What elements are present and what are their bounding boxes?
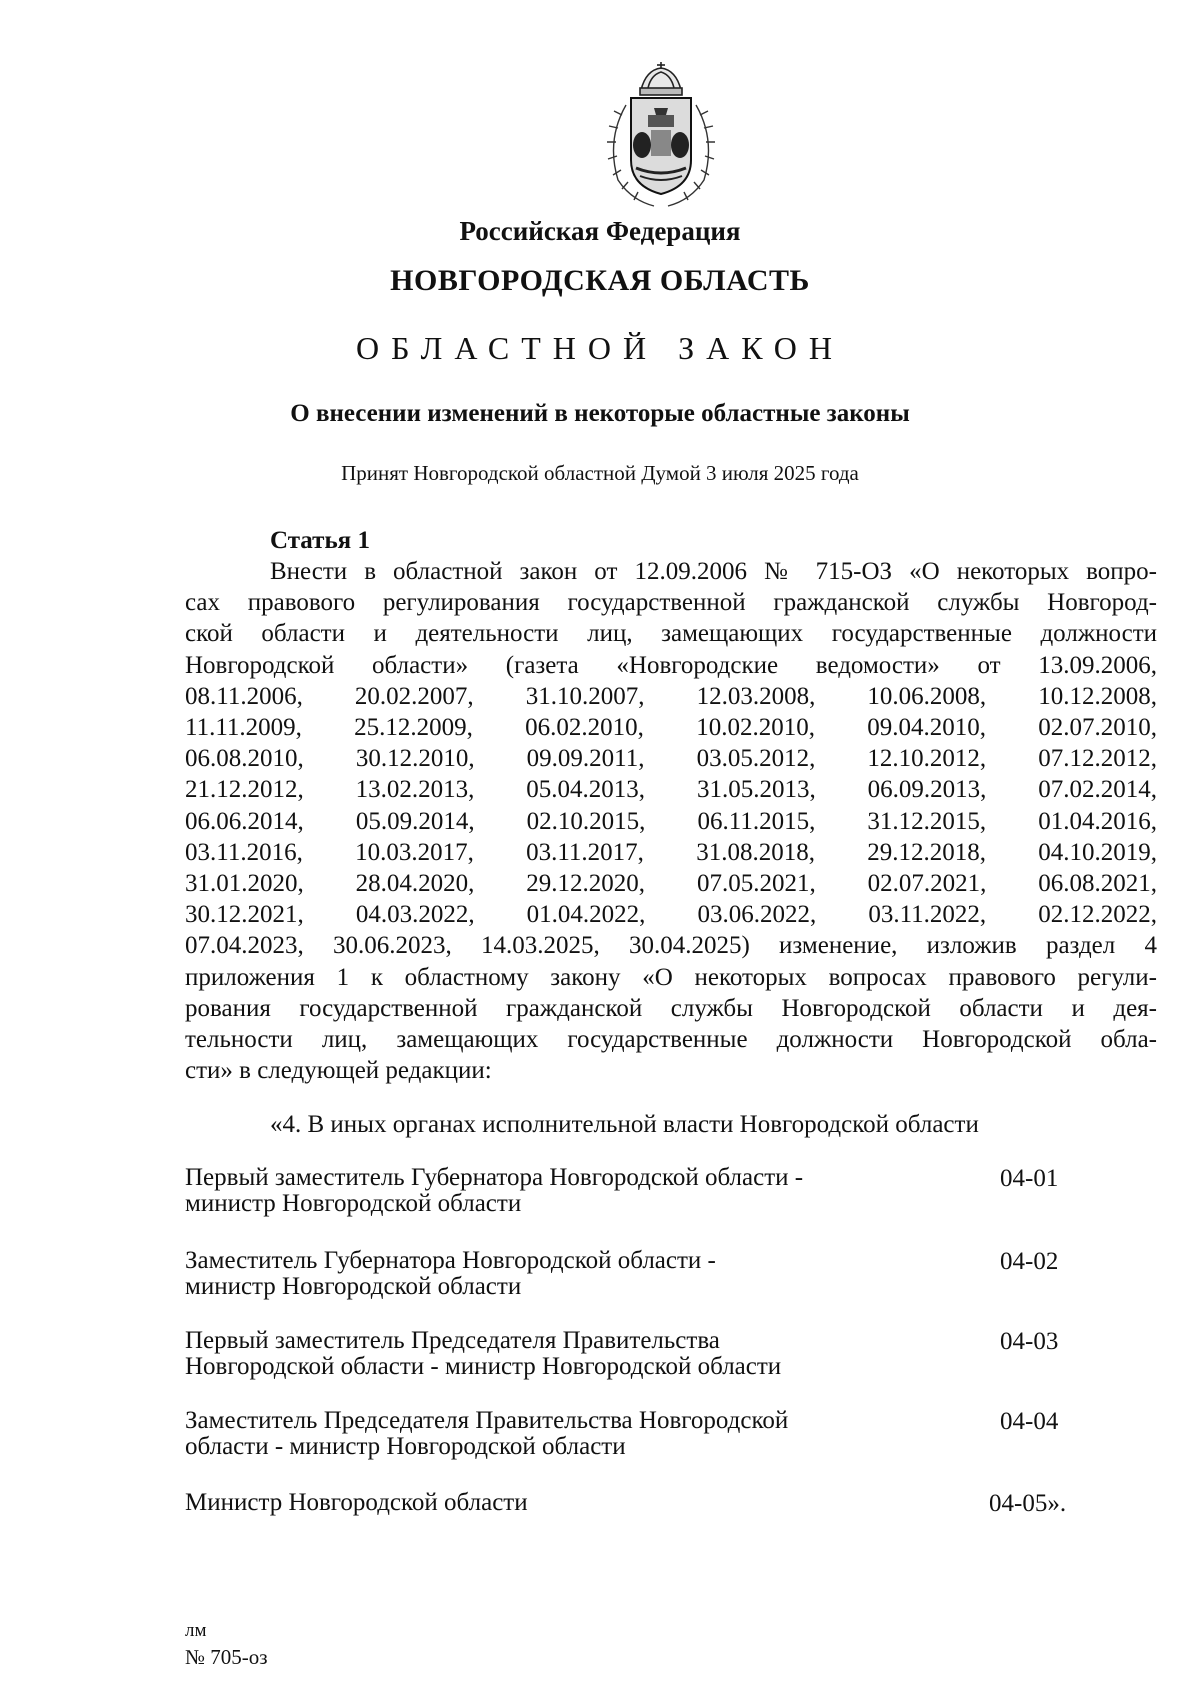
body-line: 21.12.2012, 13.02.2013, 05.04.2013, 31.05.2013, 06.09.2013, 07.02.2014, <box>185 776 1157 804</box>
body-line: 03.11.2016, 10.03.2017, 03.11.2017, 31.08.2018, 29.12.2018, 04.10.2019, <box>185 838 1157 866</box>
article-body <box>185 556 1157 1086</box>
position-line: министр Новгородской области <box>185 1190 522 1217</box>
body-line: сах правового регулирования государственной гражданской службы Новгород- <box>185 589 1157 617</box>
position-line: Первый заместитель Председателя Правительства <box>185 1327 720 1354</box>
body-line: рования государственной гражданской службы Новгородской области и дея- <box>185 994 1157 1022</box>
position-code: 04-05». <box>989 1490 1067 1517</box>
section-heading: «4. В иных органах исполнительной власти Новгородской области <box>270 1111 979 1138</box>
document-type: ОБЛАСТНОЙ ЗАКОН <box>355 330 845 366</box>
position-entry <box>185 1165 803 1217</box>
position-line: министр Новгородской области <box>185 1273 522 1300</box>
position-line: Новгородской области - министр Новгородской области <box>185 1353 782 1380</box>
position-code: 04-04 <box>1000 1408 1059 1435</box>
body-line: сти» в следующей редакции: <box>185 1057 492 1085</box>
article-heading: Статья 1 <box>270 527 370 554</box>
body-line: приложения 1 к областному закону «О некоторых вопросах правового регули- <box>185 963 1157 991</box>
body-line: 08.11.2006, 20.02.2007, 31.10.2007, 12.03.2008, 10.06.2008, 10.12.2008, <box>185 682 1157 710</box>
body-line: 11.11.2009, 25.12.2009, 06.02.2010, 10.02.2010, 09.04.2010, 02.07.2010, <box>185 714 1157 742</box>
position-code: 04-03 <box>1000 1328 1059 1355</box>
body-line: 30.12.2021, 04.03.2022, 01.04.2022, 03.06.2022, 03.11.2022, 02.12.2022, <box>185 901 1157 929</box>
position-code: 04-01 <box>1000 1165 1059 1192</box>
body-line: Новгородской области» (газета «Новгородские ведомости» от 13.09.2006, <box>185 651 1157 679</box>
footer-number: № 705-оз <box>185 1645 268 1669</box>
position-code: 04-02 <box>1000 1248 1059 1275</box>
body-line: тельности лиц, замещающих государственные должности Новгородской обла- <box>185 1026 1157 1054</box>
position-line: Заместитель Председателя Правительства Новгородской <box>185 1407 789 1434</box>
position-entry <box>185 1248 716 1300</box>
law-title: О внесении изменений в некоторые областные законы <box>290 400 910 427</box>
position-entry <box>185 1328 781 1380</box>
region-name: НОВГОРОДСКАЯ ОБЛАСТЬ <box>390 264 810 297</box>
coat-of-arms-emblem <box>596 60 726 212</box>
position-line: области - министр Новгородской области <box>185 1433 626 1460</box>
country-name: Российская Федерация <box>459 216 741 246</box>
body-line: 06.06.2014, 05.09.2014, 02.10.2015, 06.11.2015, 31.12.2015, 01.04.2016, <box>185 807 1157 835</box>
body-line: Внести в областной закон от 12.09.2006 № 715-ОЗ «О некоторых вопро- <box>270 558 1157 585</box>
adoption-line: Принят Новгородской областной Думой 3 июля 2025 года <box>341 461 859 485</box>
body-line: 31.01.2020, 28.04.2020, 29.12.2020, 07.05.2021, 02.07.2021, 06.08.2021, <box>185 870 1157 898</box>
position-line: Заместитель Губернатора Новгородской области - <box>185 1247 716 1274</box>
footer-initials: лм <box>185 1620 207 1641</box>
body-line: ской области и деятельности лиц, замещающих государственные должности <box>185 620 1157 648</box>
position-entry <box>185 1490 528 1516</box>
position-line: Первый заместитель Губернатора Новгородской области - <box>185 1164 804 1191</box>
body-line: 07.04.2023, 30.06.2023, 14.03.2025, 30.04.2025) изменение, изложив раздел 4 <box>185 932 1157 960</box>
position-line: Министр Новгородской области <box>185 1489 528 1516</box>
body-line: 06.08.2010, 30.12.2010, 09.09.2011, 03.05.2012, 12.10.2012, 07.12.2012, <box>185 745 1157 773</box>
position-entry <box>185 1408 788 1460</box>
